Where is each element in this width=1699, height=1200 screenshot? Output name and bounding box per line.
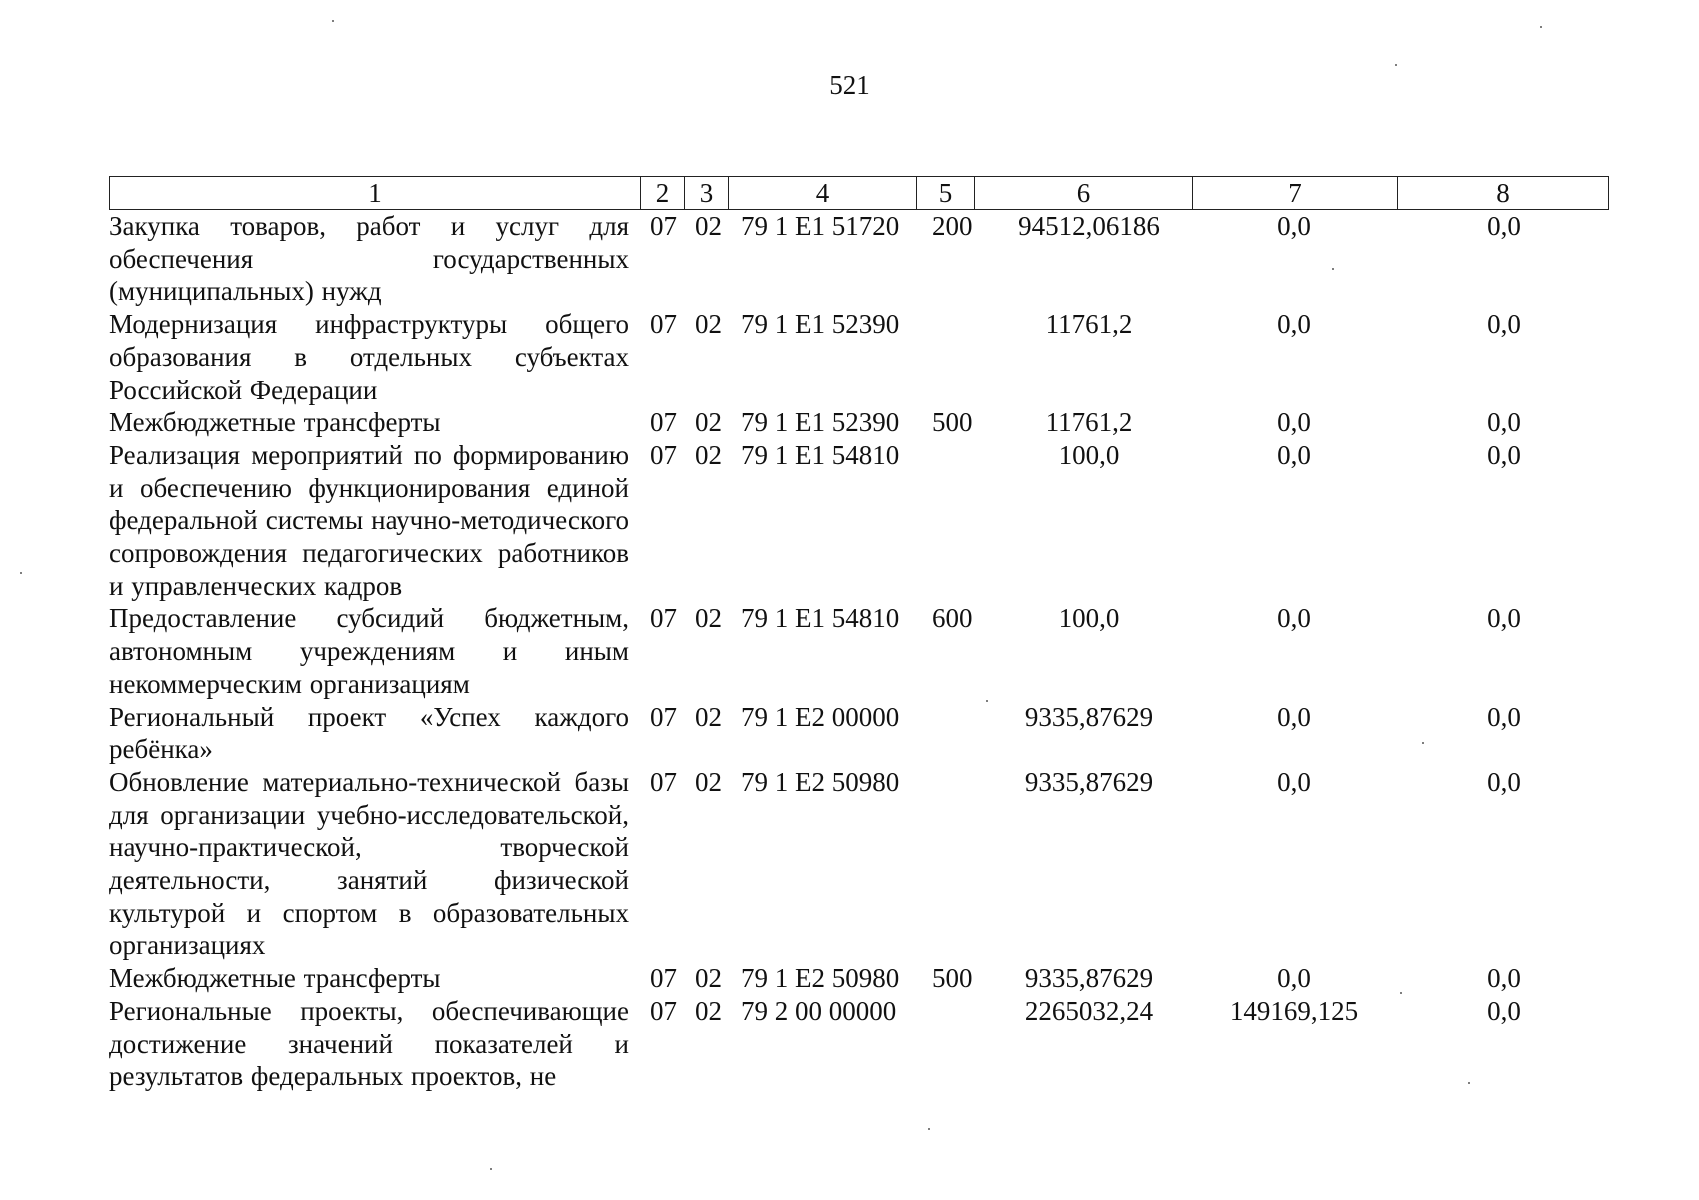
row-description: Закупка товаров, работ и услуг для обеспечения государственных (муниципальных) нужд bbox=[109, 211, 629, 307]
subsection-code: 02 bbox=[695, 995, 722, 1026]
table-row bbox=[109, 995, 1609, 1093]
amount-col-7: 0,0 bbox=[1277, 603, 1311, 634]
amount-col-7: 0,0 bbox=[1277, 963, 1311, 994]
table-row bbox=[109, 210, 1609, 308]
amount-col-6: 9335,87629 bbox=[1024, 963, 1154, 994]
subsection-code: 02 bbox=[695, 211, 722, 241]
amount-col-8: 0,0 bbox=[1487, 309, 1521, 340]
scan-speck bbox=[490, 1168, 492, 1170]
amount-col-8: 0,0 bbox=[1487, 963, 1521, 994]
row-description: Обновление материально-технической базы для организации учебно-исследовательской, научно-практической, творческой деятельности, занятий физической культурой и спортом в образовательных организациях bbox=[109, 766, 629, 961]
amount-col-8: 0,0 bbox=[1487, 766, 1521, 797]
subsection-code: 02 bbox=[695, 407, 722, 438]
expense-type-code: 500 bbox=[932, 963, 973, 994]
column-header-3: 3 bbox=[685, 177, 729, 210]
table-row bbox=[109, 406, 1609, 439]
amount-col-6: 9335,87629 bbox=[1024, 701, 1154, 732]
section-code: 07 bbox=[650, 766, 677, 797]
amount-col-7: 0,0 bbox=[1277, 439, 1311, 470]
section-code: 07 bbox=[650, 211, 677, 241]
scan-speck bbox=[986, 700, 988, 702]
scan-speck bbox=[1540, 26, 1542, 28]
table-row bbox=[109, 701, 1609, 766]
amount-col-6: 100,0 bbox=[1058, 439, 1120, 470]
subsection-code: 02 bbox=[695, 439, 722, 470]
scan-speck bbox=[332, 20, 334, 22]
table-body bbox=[109, 210, 1609, 1093]
table-row bbox=[109, 962, 1609, 995]
column-header-7: 7 bbox=[1193, 177, 1398, 210]
scan-speck bbox=[20, 572, 22, 574]
section-code: 07 bbox=[650, 963, 677, 994]
amount-col-6: 11761,2 bbox=[1045, 407, 1133, 438]
subsection-code: 02 bbox=[695, 701, 722, 732]
amount-col-6: 94512,06186 bbox=[1018, 211, 1160, 241]
column-header-table bbox=[109, 176, 1609, 210]
scan-speck bbox=[1332, 268, 1334, 270]
table-row bbox=[109, 439, 1609, 603]
subsection-code: 02 bbox=[695, 603, 722, 634]
expense-type-code: 600 bbox=[932, 603, 973, 634]
subsection-code: 02 bbox=[695, 309, 722, 340]
subsection-code: 02 bbox=[695, 963, 722, 994]
row-description: Модернизация инфраструктуры общего образования в отдельных субъектах Российской Федерации bbox=[109, 309, 629, 405]
target-article-code: 79 1 Е1 54810 bbox=[741, 439, 900, 470]
amount-col-6: 100,0 bbox=[1058, 603, 1120, 634]
scan-speck bbox=[1468, 1082, 1470, 1084]
page-number: 521 bbox=[829, 70, 870, 100]
target-article-code: 79 1 Е1 52390 bbox=[741, 309, 900, 340]
amount-col-8: 0,0 bbox=[1487, 407, 1521, 438]
amount-col-6: 11761,2 bbox=[1045, 309, 1133, 340]
subsection-code: 02 bbox=[695, 766, 722, 797]
table-row bbox=[109, 766, 1609, 962]
row-description: Межбюджетные трансферты bbox=[109, 963, 441, 994]
amount-col-7: 0,0 bbox=[1277, 211, 1311, 241]
column-header-4: 4 bbox=[729, 177, 917, 210]
amount-col-7: 0,0 bbox=[1277, 407, 1311, 438]
scan-speck bbox=[1395, 64, 1397, 66]
amount-col-7: 0,0 bbox=[1277, 309, 1311, 340]
table-row bbox=[109, 308, 1609, 406]
target-article-code: 79 1 Е2 00000 bbox=[741, 701, 900, 732]
column-header-8: 8 bbox=[1398, 177, 1609, 210]
scan-speck bbox=[1422, 742, 1424, 744]
amount-col-8: 0,0 bbox=[1487, 995, 1521, 1026]
expense-type-code: 200 bbox=[932, 211, 973, 241]
section-code: 07 bbox=[650, 995, 677, 1026]
section-code: 07 bbox=[650, 439, 677, 470]
amount-col-7: 0,0 bbox=[1277, 701, 1311, 732]
section-code: 07 bbox=[650, 407, 677, 438]
row-description: Предоставление субсидий бюджетным, автономным учреждениям и иным некоммерческим организациям bbox=[109, 603, 629, 699]
expense-type-code: 500 bbox=[932, 407, 973, 438]
amount-col-8: 0,0 bbox=[1487, 603, 1521, 634]
target-article-code: 79 1 Е1 54810 bbox=[741, 603, 900, 634]
scan-speck bbox=[928, 1128, 930, 1130]
row-description: Региональные проекты, обеспечивающие достижение значений показателей и результатов федеральных проектов, не bbox=[109, 995, 629, 1092]
target-article-code: 79 1 Е1 51720 bbox=[741, 211, 900, 241]
amount-col-6: 9335,87629 bbox=[1024, 766, 1154, 797]
column-header-1: 1 bbox=[110, 177, 641, 210]
row-description: Межбюджетные трансферты bbox=[109, 407, 441, 438]
amount-col-7: 0,0 bbox=[1277, 766, 1311, 797]
table-row bbox=[109, 602, 1609, 700]
amount-col-8: 0,0 bbox=[1487, 439, 1521, 470]
section-code: 07 bbox=[650, 701, 677, 732]
scan-speck bbox=[1400, 992, 1402, 994]
target-article-code: 79 1 Е2 50980 bbox=[741, 766, 900, 797]
amount-col-6: 2265032,24 bbox=[1024, 995, 1154, 1026]
target-article-code: 79 1 Е1 52390 bbox=[741, 407, 900, 438]
amount-col-7: 149169,125 bbox=[1229, 995, 1359, 1026]
section-code: 07 bbox=[650, 309, 677, 340]
target-article-code: 79 2 00 00000 bbox=[741, 995, 897, 1026]
row-description: Региональный проект «Успех каждого ребёнка» bbox=[109, 701, 629, 765]
column-header-5: 5 bbox=[917, 177, 975, 210]
column-header-6: 6 bbox=[975, 177, 1193, 210]
target-article-code: 79 1 Е2 50980 bbox=[741, 963, 900, 994]
amount-col-8: 0,0 bbox=[1487, 701, 1521, 732]
column-header-2: 2 bbox=[641, 177, 685, 210]
amount-col-8: 0,0 bbox=[1487, 211, 1521, 241]
section-code: 07 bbox=[650, 603, 677, 634]
row-description: Реализация мероприятий по формированию и обеспечению функционирования единой федеральной системы научно-методического сопровождения педагогических работников и управленческих кадров bbox=[109, 439, 629, 601]
